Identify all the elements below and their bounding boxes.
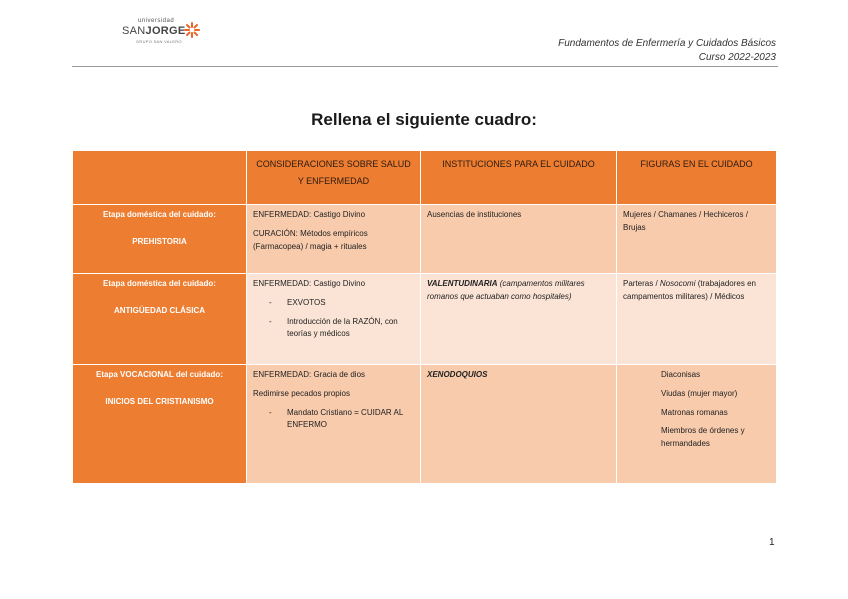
page-number: 1	[769, 537, 775, 548]
figure-item: Matronas romanas	[661, 407, 728, 417]
figure-item: Diaconisas	[661, 370, 701, 379]
document-title: Fundamentos de Enfermería y Cuidados Básicos	[558, 38, 776, 49]
university-logo	[120, 18, 210, 48]
institutions-text: Ausencias de instituciones	[427, 210, 522, 219]
header-cell-considerations: CONSIDERACIONES SOBRE SALUD Y ENFERMEDAD	[247, 151, 421, 205]
list-item: - EXVOTOS	[287, 297, 414, 310]
stage-label: Etapa doméstica del cuidado:	[103, 279, 216, 288]
figures-text-italic: Nosocomi	[659, 279, 696, 288]
header-cell-institutions: INSTITUCIONES PARA EL CUIDADO	[421, 151, 617, 205]
logo-star-icon	[183, 21, 201, 39]
institution-description: (campamentos militares romanos que actuaban como hospitales)	[427, 279, 585, 301]
stage-label: Etapa doméstica del cuidado:	[103, 210, 216, 219]
header-cell-empty	[73, 151, 247, 205]
logo-sanjorge-text: SANJORGE	[122, 25, 186, 37]
logo-universidad-text: universidad	[138, 18, 175, 24]
period-label: PREHISTORIA	[132, 236, 187, 246]
figures-cell	[617, 274, 777, 365]
page-title: Rellena el siguiente cuadro:	[311, 110, 537, 129]
table-row-prehistoria	[73, 205, 777, 274]
considerations-line: CURACIÓN: Métodos empíricos (Farmacopea) / magia + rituales	[253, 228, 368, 251]
figure-item: Viudas (mujer mayor)	[661, 388, 738, 398]
institutions-cell	[421, 365, 617, 484]
period-label: INICIOS DEL CRISTIANISMO	[105, 396, 214, 406]
logo-grupo-text: GRUPO SAN VALERO	[136, 39, 182, 44]
stage-label: Etapa VOCACIONAL del cuidado:	[96, 370, 223, 379]
care-stages-table	[72, 150, 777, 484]
institutions-text	[427, 278, 610, 304]
header-cell-figures: FIGURAS EN EL CUIDADO	[617, 151, 777, 205]
institutions-text: XENODOQUIOS	[427, 370, 488, 379]
list-item: - Mandato Cristiano = CUIDAR AL ENFERMO	[287, 407, 414, 433]
considerations-list	[253, 297, 414, 341]
header-divider	[72, 66, 778, 67]
considerations-line: Redimirse pecados propios	[253, 388, 350, 398]
institutions-cell	[421, 205, 617, 274]
institutions-cell	[421, 274, 617, 365]
considerations-cell	[247, 205, 421, 274]
considerations-line: ENFERMEDAD: Castigo Divino	[253, 210, 366, 219]
figures-text: Mujeres / Chamanes / Hechiceros / Brujas	[623, 210, 748, 232]
table-row-antiguedad	[73, 274, 777, 365]
figures-text	[623, 278, 770, 304]
row-header	[73, 274, 247, 365]
row-header	[73, 205, 247, 274]
figures-cell	[617, 365, 777, 484]
table-header-row	[73, 151, 777, 205]
considerations-line: ENFERMEDAD: Castigo Divino	[253, 279, 366, 288]
figures-text-post: (trabajadores en campamentos militares) / Médicos	[623, 279, 756, 301]
table-row-cristianismo	[73, 365, 777, 484]
considerations-list	[253, 407, 414, 433]
institution-name: VALENTUDINARIA	[427, 279, 498, 288]
period-label: ANTIGÜEDAD CLÁSICA	[113, 305, 206, 315]
figures-text-pre: Parteras /	[623, 279, 660, 288]
figure-item: Miembros de órdenes y hermandades	[661, 426, 745, 449]
list-item: - Introducción de la RAZÓN, con teorías y médicos	[287, 316, 414, 342]
considerations-cell	[247, 365, 421, 484]
figures-cell	[617, 205, 777, 274]
considerations-line: ENFERMEDAD: Gracia de dios	[253, 370, 366, 379]
row-header	[73, 365, 247, 484]
course-year: Curso 2022-2023	[698, 52, 776, 63]
considerations-cell	[247, 274, 421, 365]
